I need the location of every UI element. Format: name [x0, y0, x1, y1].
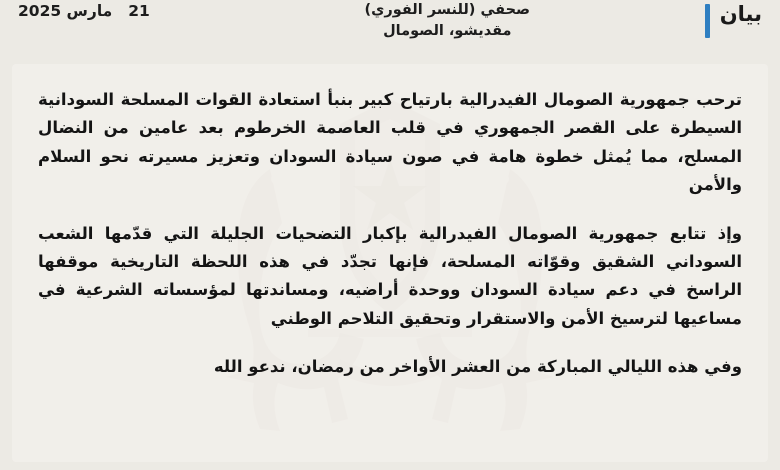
document-header: [0, 0, 780, 56]
source-block: [365, 0, 531, 42]
statement-body: [12, 64, 768, 462]
paragraph: وفي هذه الليالي المباركة من العشر الأواخر من رمضان، ندعو الله: [213, 357, 742, 376]
date-day: 21: [128, 2, 150, 20]
date-block: [18, 0, 150, 20]
source-line-2: مقديشو، الصومال: [383, 23, 512, 40]
date-month-year: مارس 2025: [18, 2, 113, 20]
paragraph: وإذ تتابع جمهورية الصومال الفيدرالية بإكبار التضحيات الجليلة التي قدّمها الشعب السوداني الشقيق وقوّاته المسلحة، فإنها تجدّد في هذه اللحظة التاريخية موقفها الراسخ في دعم سيادة السودان ووحدة أراضيه، ومساندتها لمؤسساته الشرعية في مساعيها لترسيخ الأمن والاستقرار وتحقيق التلاحم الوطني: [38, 223, 742, 328]
statement-badge-group: [705, 0, 762, 38]
statement-badge: بيان: [719, 2, 762, 26]
source-line-1: صحفي (للنسر الفوري): [364, 2, 531, 18]
accent-divider: [705, 4, 710, 38]
paragraph: ترحب جمهورية الصومال الفيدرالية بارتياح كبير بنبأ استعادة القوات المسلحة السودانية السيطرة على القصر الجمهوري في قلب العاصمة الخرطوم بعد عامين من النضال المسلح، مما يُمثل خطوة هامة في صون سيادة السودان وتعزيز مسيرته نحو السلام والأمن: [38, 90, 742, 195]
